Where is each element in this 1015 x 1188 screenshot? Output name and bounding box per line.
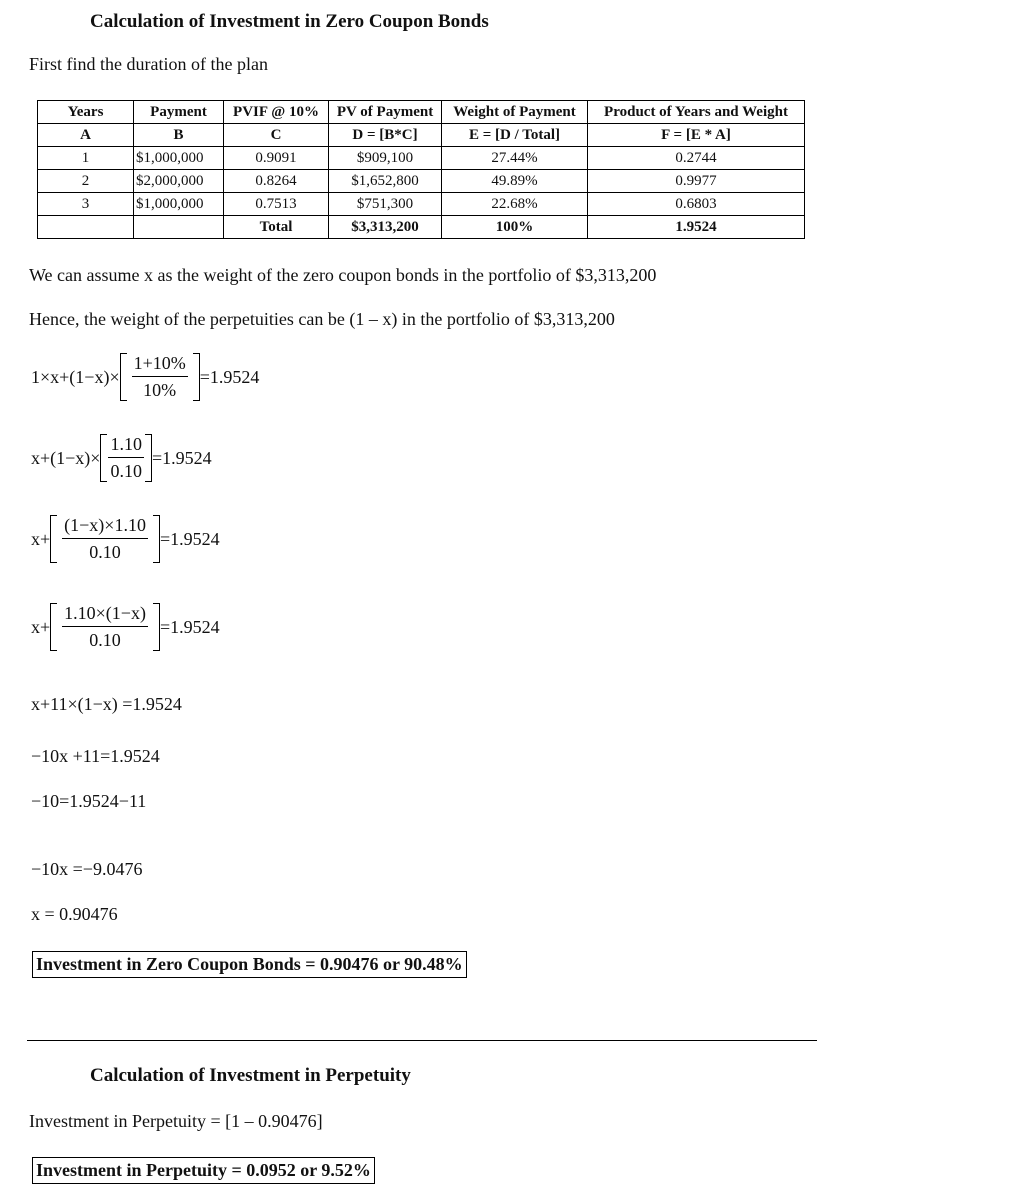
eq-tail: =1.9524 xyxy=(199,366,260,387)
eq-lead: 1×x+(1−x)× xyxy=(31,366,120,387)
heading-zero-coupon: Calculation of Investment in Zero Coupon Bonds xyxy=(90,11,489,32)
section-divider xyxy=(27,1040,817,1041)
table-cell: $1,000,000 xyxy=(134,147,224,170)
table-row xyxy=(38,147,805,170)
table-cell: 1 xyxy=(38,147,134,170)
equation-9: x = 0.90476 xyxy=(31,904,118,924)
header-payment: Payment xyxy=(134,101,224,124)
numerator: 1+10% xyxy=(132,353,188,377)
table-cell: 100% xyxy=(442,216,588,239)
table-cell: $3,313,200 xyxy=(329,216,442,239)
table-cell: 0.2744 xyxy=(588,147,805,170)
table-cell: 1.9524 xyxy=(588,216,805,239)
table-cell: D = [B*C] xyxy=(329,124,442,147)
table-cell: $1,000,000 xyxy=(134,193,224,216)
equation-8: −10x =−9.0476 xyxy=(31,859,143,879)
eq-tail: =1.9524 xyxy=(159,528,220,549)
intro-text: First find the duration of the plan xyxy=(29,54,268,74)
denominator: 0.10 xyxy=(89,630,121,650)
denominator: 0.10 xyxy=(110,461,142,481)
table-total-row xyxy=(38,216,805,239)
fraction xyxy=(57,603,153,651)
header-years: Years xyxy=(38,101,134,124)
result-zero-coupon: Investment in Zero Coupon Bonds = 0.90476 or 90.48% xyxy=(32,951,467,978)
table-row xyxy=(38,193,805,216)
table-cell: C xyxy=(224,124,329,147)
table-cell: 0.9091 xyxy=(224,147,329,170)
right-bracket xyxy=(153,603,160,651)
left-bracket xyxy=(100,434,107,482)
duration-table xyxy=(37,100,805,239)
perpetuity-text: Investment in Perpetuity = [1 – 0.90476] xyxy=(29,1111,323,1131)
equation-7: −10=1.9524−11 xyxy=(31,791,147,811)
table-row xyxy=(38,170,805,193)
fraction xyxy=(57,515,153,563)
table-cell: 0.9977 xyxy=(588,170,805,193)
table-cell: B xyxy=(134,124,224,147)
table-cell: Total xyxy=(224,216,329,239)
table-cell xyxy=(134,216,224,239)
right-bracket xyxy=(153,515,160,563)
fraction xyxy=(127,353,193,401)
table-cell: 0.7513 xyxy=(224,193,329,216)
table-cell: E = [D / Total] xyxy=(442,124,588,147)
numerator: 1.10 xyxy=(108,434,144,458)
equation-6: −10x +11=1.9524 xyxy=(31,746,160,766)
table-cell: $751,300 xyxy=(329,193,442,216)
numerator: (1−x)×1.10 xyxy=(62,515,148,539)
heading-perpetuity: Calculation of Investment in Perpetuity xyxy=(90,1065,411,1086)
eq-lead: x+(1−x)× xyxy=(31,447,101,468)
table-cell: 22.68% xyxy=(442,193,588,216)
table-cell: 2 xyxy=(38,170,134,193)
table-cell: 0.8264 xyxy=(224,170,329,193)
table-cell: $1,652,800 xyxy=(329,170,442,193)
eq-lead: x+ xyxy=(31,528,51,549)
equation-4 xyxy=(31,603,220,651)
equation-1 xyxy=(31,353,259,401)
header-weight: Weight of Payment xyxy=(442,101,588,124)
table-cell: 3 xyxy=(38,193,134,216)
equation-3 xyxy=(31,515,220,563)
table-cell: 27.44% xyxy=(442,147,588,170)
equation-2 xyxy=(31,434,212,482)
right-bracket xyxy=(193,353,200,401)
right-bracket xyxy=(145,434,152,482)
table-cell: 0.6803 xyxy=(588,193,805,216)
equation-5: x+11×(1−x) =1.9524 xyxy=(31,694,182,714)
fraction xyxy=(107,434,145,482)
table-cell xyxy=(38,216,134,239)
table-cell: $2,000,000 xyxy=(134,170,224,193)
assume-text: We can assume x as the weight of the zero coupon bonds in the portfolio of $3,313,200 xyxy=(29,265,657,285)
header-pvif: PVIF @ 10% xyxy=(224,101,329,124)
denominator: 10% xyxy=(143,380,177,400)
table-header-row xyxy=(38,101,805,124)
left-bracket xyxy=(50,515,57,563)
result-perpetuity: Investment in Perpetuity = 0.0952 or 9.52% xyxy=(32,1157,375,1184)
left-bracket xyxy=(50,603,57,651)
table-cell: 49.89% xyxy=(442,170,588,193)
table-cell: $909,100 xyxy=(329,147,442,170)
table-formula-row xyxy=(38,124,805,147)
header-product: Product of Years and Weight xyxy=(588,101,805,124)
table-cell: F = [E * A] xyxy=(588,124,805,147)
eq-lead: x+ xyxy=(31,616,51,637)
left-bracket xyxy=(120,353,127,401)
hence-text: Hence, the weight of the perpetuities can be (1 – x) in the portfolio of $3,313,200 xyxy=(29,309,615,329)
eq-tail: =1.9524 xyxy=(151,447,212,468)
numerator: 1.10×(1−x) xyxy=(62,603,148,627)
denominator: 0.10 xyxy=(89,542,121,562)
table-cell: A xyxy=(38,124,134,147)
eq-tail: =1.9524 xyxy=(159,616,220,637)
header-pv-payment: PV of Payment xyxy=(329,101,442,124)
